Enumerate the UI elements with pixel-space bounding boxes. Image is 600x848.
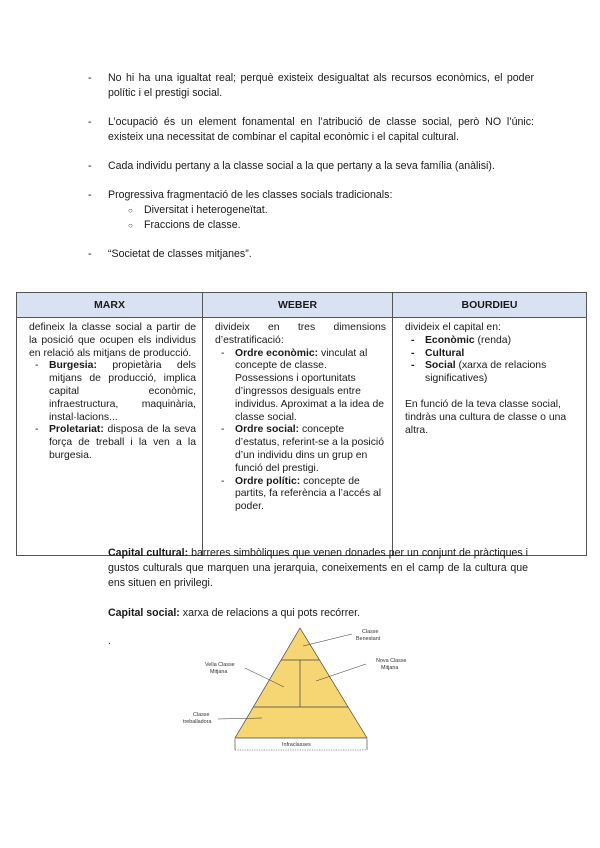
circle-bullet-icon: ○ xyxy=(128,206,133,215)
bourdieu-outro: En funció de la teva classe social, tindràs una cultura de classe o una altra. xyxy=(405,398,567,436)
dash-marker: - xyxy=(221,475,225,487)
stray-dot: . xyxy=(108,636,111,647)
marx-item: - Proletariat: disposa de la seva força de treball i la ven a la burgesia. xyxy=(35,424,196,461)
marx-item: - Burgesia: propietària dels mitjans de producció, implica capital econòmic, infraestructura, maquinària, instal·lacions... xyxy=(35,360,196,423)
benestant-leader xyxy=(303,634,352,646)
dash-marker: - xyxy=(411,334,415,346)
label-treballadora-1: Classe xyxy=(193,712,210,718)
bullet-item: - L’ocupació és un element fonamental en l’atribució de classe social, però NO l’únic: existeix una necessitat de combinar el capital econòmic i el capital cultural. xyxy=(88,116,534,143)
dash-marker: - xyxy=(221,424,225,436)
bullet-item: - No hi ha una igualtat real; perquè existeix desigualtat als recursos econòmics, el poder polític i el prestigi social. xyxy=(88,72,534,99)
sub-bullet-item: ○ Fraccions de classe. xyxy=(128,219,241,231)
label-classe-benestant-2: Benestant xyxy=(356,636,381,642)
bourdieu-item: - Cultural xyxy=(411,347,465,359)
weber-item: - Ordre polític: concepte de partits, fa referència a l’accés al poder. xyxy=(221,475,382,513)
label-vella-classe-1: Vella Classe xyxy=(205,662,235,668)
label-nova-classe-2: Mitjana xyxy=(381,665,399,671)
bourdieu-intro: divideix el capital en: xyxy=(405,322,501,333)
dash-marker: - xyxy=(88,160,92,172)
header-weber: WEBER xyxy=(203,293,393,318)
bullet-item: - “Societat de classes mitjanes”. xyxy=(88,248,252,260)
weber-item: - Ordre econòmic: vinculat al concepte de classe. Possessions i oportunitats d’ingressos desiguals entre individus. Aproximat a la idea de classe social. xyxy=(221,347,385,423)
bourdieu-item: - Social (xarxa de relacions significatives) xyxy=(411,360,547,385)
bullet-item: - Progressiva fragmentació de les classes socials tradicionals: xyxy=(88,189,393,201)
pyramid-body xyxy=(235,628,367,738)
capital-cultural-paragraph: Capital cultural: barreres simbòliques que venen donades per un conjunt de pràctiques i gustos culturals que marquen una jerarquia, coneixements en el camp de la cultura que ens situen en privilegi. xyxy=(108,547,529,589)
bullet-item: - Cada individu pertany a la classe social a la que pertany a la seva família (anàlisi). xyxy=(88,160,495,172)
circle-bullet-icon: ○ xyxy=(128,221,133,230)
dash-marker: - xyxy=(88,189,92,201)
dash-marker: - xyxy=(221,347,225,359)
header-marx: MARX xyxy=(17,293,203,318)
header-bourdieu: BOURDIEU xyxy=(393,293,587,318)
dash-marker: - xyxy=(88,72,92,84)
dash-marker: - xyxy=(35,360,39,372)
label-treballadora-2: treballadora xyxy=(183,719,212,725)
marx-intro: defineix la classe social a partir de la posició que ocupen els individus en relació als mitjans de producció. xyxy=(29,322,196,359)
label-nova-classe-1: Nova Classe xyxy=(376,658,407,664)
dash-marker: - xyxy=(88,248,92,260)
dash-marker: - xyxy=(411,347,415,359)
sub-bullet-item: ○ Diversitat i heterogeneïtat. xyxy=(128,204,268,216)
label-infraclasses: Infraclasses xyxy=(282,742,311,748)
weber-item: - Ordre social: concepte d’estatus, referint-se a la posició d’un individu dins un grup en funció del prestigi. xyxy=(221,424,385,474)
dash-marker: - xyxy=(88,116,92,128)
dash-marker: - xyxy=(35,424,39,436)
label-classe-benestant-1: Classe xyxy=(362,629,379,635)
weber-intro: divideix en tres dimensions d’estratificació: xyxy=(215,322,386,346)
label-vella-classe-2: Mitjana xyxy=(210,669,228,675)
bourdieu-item: - Econòmic (renda) xyxy=(411,334,512,346)
dash-marker: - xyxy=(411,360,415,372)
capital-social-paragraph: Capital social: xarxa de relacions a qui pots recórrer. xyxy=(108,607,361,619)
